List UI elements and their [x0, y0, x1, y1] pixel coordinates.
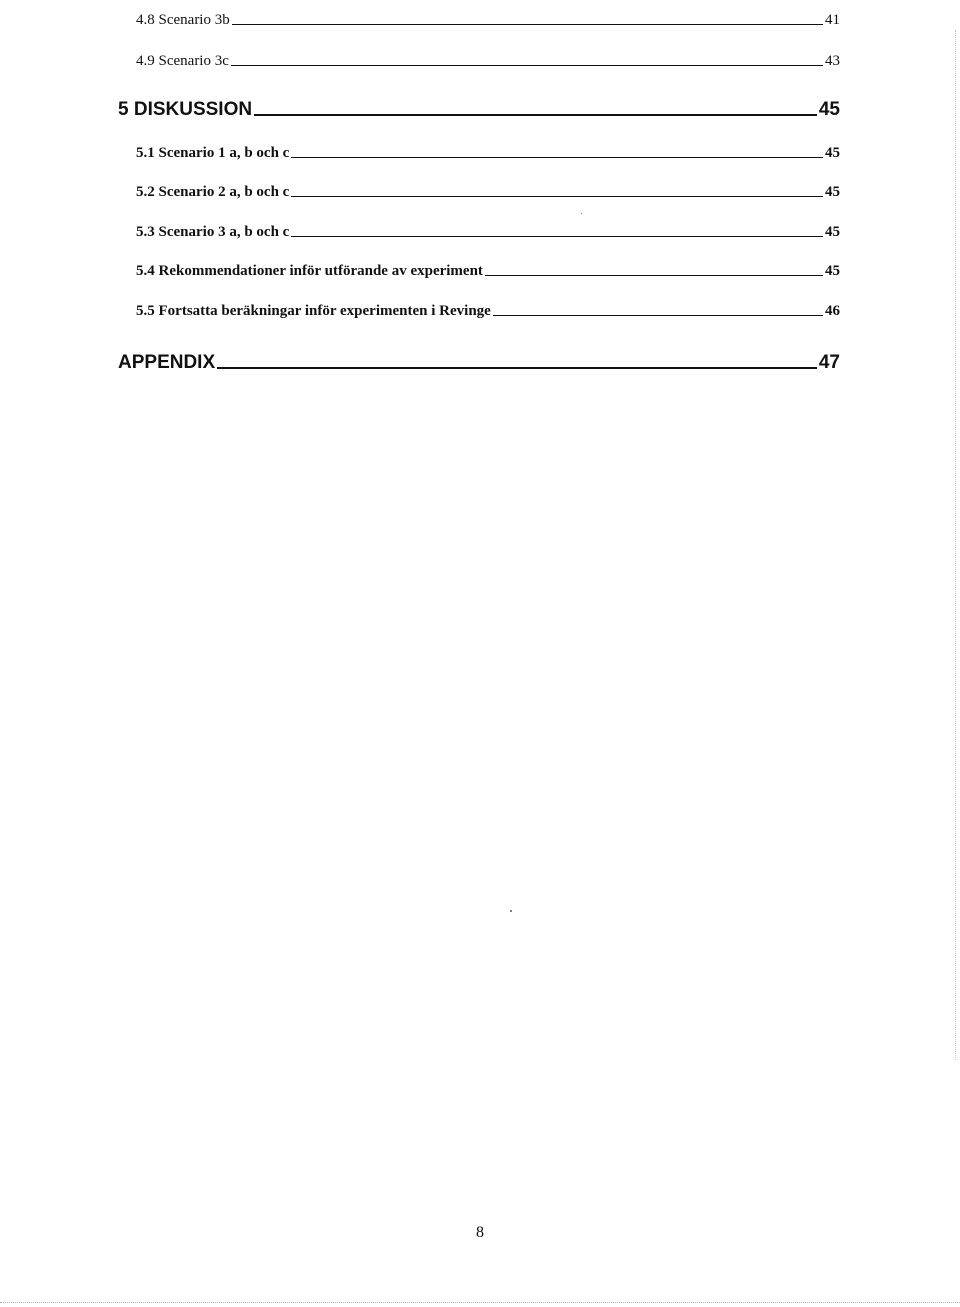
toc-entry-page: 41 — [825, 12, 840, 28]
toc-entry-5-5 — [136, 298, 840, 320]
toc-leader-line — [291, 157, 823, 158]
toc-leader-line — [291, 196, 823, 197]
toc-entry-chapter-5 — [118, 95, 840, 121]
toc-entry-page: 45 — [825, 145, 840, 161]
toc-entry-page: 43 — [825, 53, 840, 69]
toc-leader-line — [291, 236, 823, 237]
toc-entry-5-4 — [136, 258, 840, 280]
toc-entry-label: 4.9 Scenario 3c — [136, 53, 229, 69]
toc-entry-page: 45 — [818, 99, 840, 120]
scan-edge-right — [955, 30, 956, 1060]
toc-leader-line — [254, 114, 817, 116]
toc-entry-page: 45 — [825, 263, 840, 279]
toc-leader-line — [217, 367, 817, 369]
toc-entry-label: APPENDIX — [118, 352, 216, 373]
scan-speck — [581, 213, 582, 214]
toc-leader-line — [485, 275, 823, 276]
toc-leader-line — [231, 65, 823, 66]
toc-entry-label: 5.5 Fortsatta beräkningar inför experimenten i Revinge — [136, 303, 491, 319]
toc-entry-appendix — [118, 348, 840, 374]
toc-entry-page: 46 — [825, 303, 840, 319]
toc-entry-4-8 — [136, 7, 840, 29]
toc-leader-line — [232, 24, 823, 25]
toc-entry-page: 45 — [825, 224, 840, 240]
page-number: 8 — [476, 1224, 484, 1241]
toc-entry-5-2 — [136, 179, 840, 201]
toc-entry-label: 5.1 Scenario 1 a, b och c — [136, 145, 290, 161]
scan-speck — [510, 910, 512, 912]
scan-edge-bottom — [0, 1302, 960, 1303]
toc-entry-label: 5.2 Scenario 2 a, b och c — [136, 184, 290, 200]
toc-entry-4-9 — [136, 48, 840, 70]
toc-entry-5-3 — [136, 219, 840, 241]
toc-entry-label: 5.3 Scenario 3 a, b och c — [136, 224, 290, 240]
toc-leader-line — [493, 315, 823, 316]
toc-entry-5-1 — [136, 140, 840, 162]
toc-entry-label: 5 DISKUSSION — [118, 99, 253, 120]
toc-entry-label: 4.8 Scenario 3b — [136, 12, 230, 28]
toc-entry-page: 45 — [825, 184, 840, 200]
toc-entry-page: 47 — [818, 352, 840, 373]
toc-entry-label: 5.4 Rekommendationer inför utförande av experiment — [136, 263, 483, 279]
